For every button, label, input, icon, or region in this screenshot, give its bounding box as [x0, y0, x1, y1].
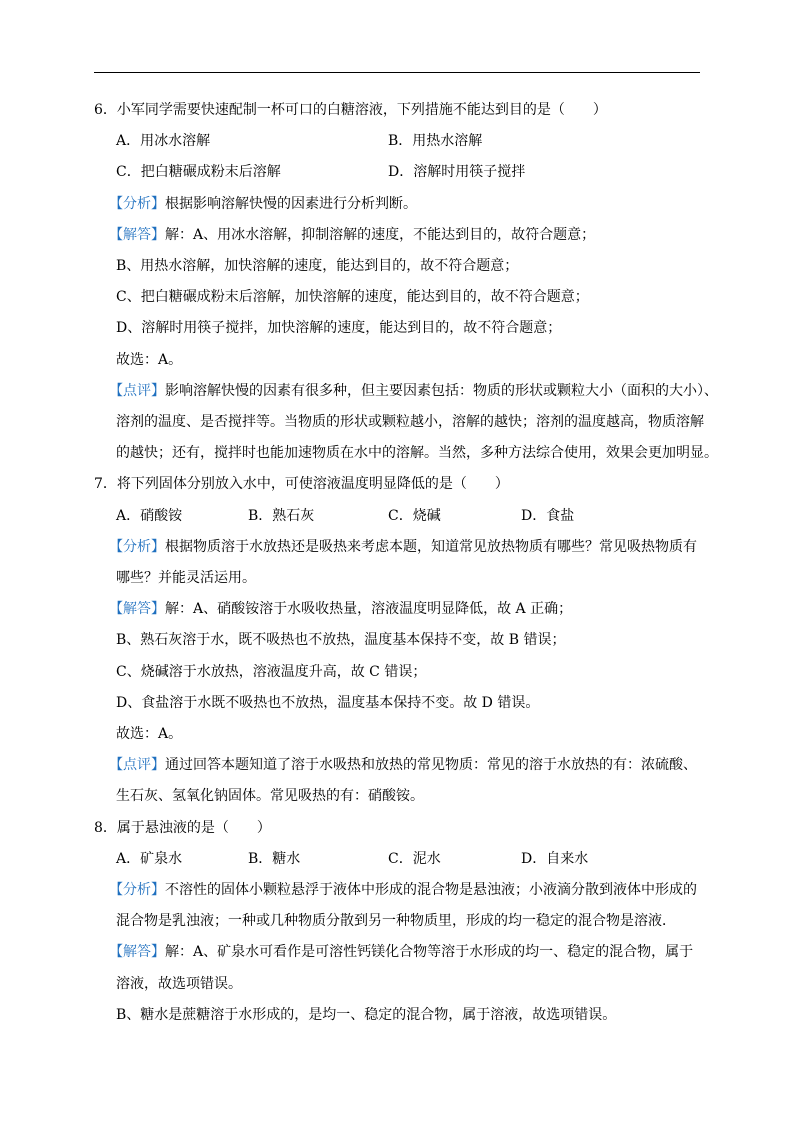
analysis-tag: 【分析】 — [109, 882, 165, 898]
q8-option-d: D．自来水 — [521, 851, 589, 867]
q7-option-b: B．熟石灰 — [248, 508, 315, 524]
q6-answer-line-1: 解：A、用冰水溶解，抑制溶解的速度，不能达到目的，故符合题意； — [165, 227, 596, 243]
header-rule — [94, 72, 700, 73]
q8-answer-line-1: 解：A、矿泉水可看作是可溶性钙镁化合物等溶于水形成的均一、稳定的混合物，属于 — [165, 944, 694, 960]
q6-stem: 6．小军同学需要快速配制一杯可口的白糖溶液，下列措施不能达到目的是（ ） — [94, 102, 607, 118]
answer-tag: 【解答】 — [109, 227, 165, 243]
q8-analysis — [109, 882, 697, 898]
q6-answer-line-5: 故选：A。 — [116, 352, 183, 368]
q7-comment — [109, 757, 697, 773]
q6-option-c: C．把白糖碾成粉末后溶解 — [116, 164, 281, 180]
q8-answer-line-2: 溶液，故选项错误。 — [116, 976, 242, 992]
q7-answer — [109, 601, 572, 617]
answer-tag: 【解答】 — [109, 601, 165, 617]
q8-option-a: A．矿泉水 — [116, 851, 183, 867]
q8-stem: 8．属于悬浊液的是（ ） — [94, 820, 271, 836]
q7-answer-line-5: 故选：A。 — [116, 726, 183, 742]
comment-tag: 【点评】 — [109, 757, 165, 773]
q6-analysis-text: 根据影响溶解快慢的因素进行分析判断。 — [165, 196, 417, 212]
q7-answer-line-2: B、熟石灰溶于水，既不吸热也不放热，温度基本保持不变，故 B 错误； — [116, 632, 566, 648]
q8-option-b: B．糖水 — [248, 851, 301, 867]
q7-analysis — [109, 539, 697, 555]
q7-analysis-line-2: 哪些？并能灵活运用。 — [116, 570, 256, 586]
q7-stem: 7．将下列固体分别放入水中，可使溶液温度明显降低的是（ ） — [94, 476, 509, 492]
q8-analysis-line-2: 混合物是乳浊液；一种或几种物质分散到另一种物质里，形成的均一稳定的混合物是溶液． — [116, 913, 676, 929]
q6-answer-line-4: D、溶解时用筷子搅拌，加快溶解的速度，能达到目的，故不符合题意； — [116, 320, 562, 336]
q6-comment-line-3: 的越快；还有，搅拌时也能加速物质在水中的溶解。当然，多种方法综合使用，效果会更加明显。 — [116, 445, 718, 461]
comment-tag: 【点评】 — [109, 383, 165, 399]
q7-answer-line-4: D、食盐溶于水既不吸热也不放热，温度基本保持不变。故 D 错误。 — [116, 695, 540, 711]
q8-answer — [109, 944, 693, 960]
q7-analysis-line-1: 根据物质溶于水放热还是吸热来考虑本题，知道常见放热物质有哪些？常见吸热物质有 — [165, 539, 697, 555]
q8-answer-line-3: B、糖水是蔗糖溶于水形成的，是均一、稳定的混合物，属于溶液，故选项错误。 — [116, 1007, 617, 1023]
q7-answer-line-3: C、烧碱溶于水放热，溶液温度升高，故 C 错误； — [116, 664, 427, 680]
q6-answer-line-2: B、用热水溶解，加快溶解的速度，能达到目的，故不符合题意； — [116, 258, 519, 274]
q6-comment-line-2: 溶剂的温度、是否搅拌等。当物质的形状或颗粒越小，溶解的越快；溶剂的温度越高，物质溶解 — [116, 414, 704, 430]
analysis-tag: 【分析】 — [109, 539, 165, 555]
q7-comment-line-1: 通过回答本题知道了溶于水吸热和放热的常见物质：常见的溶于水放热的有：浓硫酸、 — [165, 757, 697, 773]
q6-option-a: A．用冰水溶解 — [116, 133, 211, 149]
q7-option-d: D．食盐 — [521, 508, 575, 524]
q6-answer — [109, 227, 595, 243]
q6-option-b: B．用热水溶解 — [388, 133, 483, 149]
q6-comment-line-1: 影响溶解快慢的因素有很多种，但主要因素包括：物质的形状或颗粒大小（面积的大小）、 — [165, 383, 718, 399]
q6-analysis — [109, 196, 417, 212]
q7-answer-line-1: 解：A、硝酸铵溶于水吸收热量，溶液温度明显降低，故 A 正确； — [165, 601, 573, 617]
q8-option-c: C．泥水 — [388, 851, 441, 867]
q6-option-d: D．溶解时用筷子搅拌 — [388, 164, 526, 180]
q8-analysis-line-1: 不溶性的固体小颗粒悬浮于液体中形成的混合物是悬浊液；小液滴分散到液体中形成的 — [165, 882, 697, 898]
q6-answer-line-3: C、把白糖碾成粉末后溶解，加快溶解的速度，能达到目的，故不符合题意； — [116, 289, 589, 305]
q7-option-a: A．硝酸铵 — [116, 508, 183, 524]
answer-tag: 【解答】 — [109, 944, 165, 960]
q6-comment — [109, 383, 718, 399]
q7-comment-line-2: 生石灰、氢氧化钠固体。常见吸热的有：硝酸铵。 — [116, 788, 424, 804]
analysis-tag: 【分析】 — [109, 196, 165, 212]
q7-option-c: C．烧碱 — [388, 508, 441, 524]
